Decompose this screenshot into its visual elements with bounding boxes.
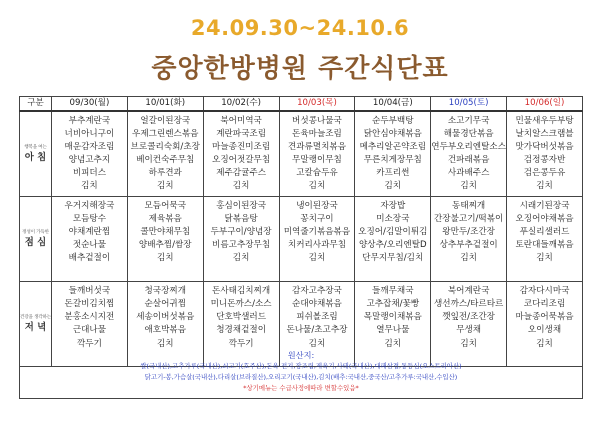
dish-item: 모듬탕수 [72, 213, 107, 224]
day-header: 10/04(금) [355, 97, 431, 111]
dish-item: 버섯콩나물국 [292, 115, 342, 126]
dish-item: 연두부오리엔탈소스 [431, 141, 506, 152]
dish-item [52, 266, 127, 279]
dish-item: 자장밥 [380, 200, 406, 211]
day-header: 10/01(화) [127, 97, 203, 111]
menu-change-notice: *상기메뉴는 수급사정에따라 변할수있음* [243, 384, 359, 392]
dish-item: 꽁치구이 [300, 213, 334, 224]
dish-item: 닭안심야채볶음 [363, 128, 422, 139]
dish-item: 김치 [384, 181, 402, 192]
dish-item: 간장불고기/떡볶이 [433, 213, 504, 224]
origin-line: 쌀(국내산),고추가루(국내산),쇠고기(호주산),돈육-전지,장조림,제육기,사태(국내산),대패삼겹,통등심(오스트리아산) [140, 362, 462, 370]
dish-item [128, 266, 203, 279]
dish-item: 양상추/오리엔탈D [358, 240, 427, 251]
dish-item: 계란파국조림 [216, 128, 267, 139]
dish-item: 코다리조림 [523, 298, 566, 309]
day-header: 09/30(월) [52, 97, 128, 111]
menu-cell [431, 111, 507, 197]
dish-item: 김치 [460, 181, 477, 192]
dish-item: 김치 [308, 338, 326, 349]
dish-item: 양념고추지 [68, 155, 111, 166]
weekly-menu-table [19, 96, 583, 367]
day-header-sunday: 10/06(일) [507, 97, 583, 111]
menu-cell [279, 196, 355, 281]
dish-item: 오이생채 [527, 325, 562, 336]
dish-item [280, 266, 355, 279]
dish-item: 단무지무침/김치 [362, 253, 424, 264]
meal-subtitle: 행복을 여는 [24, 144, 47, 150]
dish-item: 얼갈이된장국 [140, 115, 191, 126]
dish-item: 청국장찌개 [144, 285, 187, 296]
dish-item: 피쉬볼조림 [296, 312, 338, 323]
dish-item: 김치 [536, 253, 553, 264]
menu-cell [355, 111, 431, 197]
dish-item: 너비아니구이 [64, 128, 115, 139]
dish-item: 김치 [81, 181, 98, 192]
dish-item: 카프리썬 [376, 168, 410, 179]
dish-item: 김치 [460, 338, 477, 349]
dish-item: 순대야채볶음 [292, 298, 342, 309]
dish-item: 양배추찜/쌈장 [138, 240, 192, 251]
dish-item: 냉이된장국 [296, 200, 338, 211]
dish-item: 열무나물 [376, 325, 410, 336]
dish-item: 두부구이/양념장 [210, 227, 272, 237]
dish-item: 우거지해장국 [64, 200, 115, 211]
origin-line: 닭고기-봉,가슴살(국내산),다리살(브라질산),오리고기(국내산),김치(배추:국내산,중국산/고추가루:국내산,수입산) [144, 373, 458, 381]
dish-item: 들깨무채국 [372, 285, 414, 296]
dish-item: 돈사태김치찌개 [212, 285, 271, 296]
dish-item: 김치 [232, 181, 250, 192]
dish-item: 콜만야채무침 [140, 227, 191, 237]
dish-item: 김치 [156, 253, 174, 264]
dish-item: 검정콩자반 [523, 155, 566, 166]
meal-row [20, 111, 583, 197]
dish-item: 김치 [536, 181, 553, 192]
dish-item: 김치 [156, 181, 174, 192]
menu-cell [52, 111, 128, 197]
origin-footer [19, 347, 583, 399]
dish-item: 모듬어묵국 [144, 200, 187, 211]
dish-item: 김치 [536, 338, 553, 349]
menu-cell [279, 111, 355, 197]
dish-item: 들깨버섯국 [68, 285, 111, 296]
dish-item: 베이컨숙주무침 [136, 155, 195, 166]
dish-item: 순두부백탕 [372, 115, 414, 126]
dish-item: 북어계란국 [447, 285, 490, 296]
dish-item: 마늘종진미조림 [212, 141, 271, 152]
menu-cell [507, 196, 583, 281]
dish-item: 목말랭이채볶음 [363, 312, 422, 323]
day-header-holiday: 10/03(목) [279, 97, 355, 111]
dish-item: 깍두기 [76, 338, 102, 349]
dish-item: 부추계란국 [68, 115, 111, 126]
page-title: 중앙한방병원 주간식단표 [151, 54, 449, 84]
dish-item [355, 266, 430, 279]
dish-item: 젓순나물 [72, 240, 107, 251]
dish-item: 생선까스/타르타르 [433, 298, 504, 309]
dish-item: 제육볶음 [148, 213, 182, 224]
dish-item [507, 266, 582, 279]
menu-cell [127, 111, 203, 197]
dish-item: 감자다시마국 [519, 285, 570, 296]
dish-item: 야채계란찜 [68, 227, 111, 237]
dish-item: 견과류멸치볶음 [287, 141, 347, 152]
dish-item: 홍심이된장국 [216, 200, 267, 211]
dish-item: 해물경단볶음 [443, 128, 494, 139]
dish-item: 동태찌개 [452, 200, 486, 211]
dish-item: 토란대들깨볶음 [515, 240, 574, 251]
dish-item: 오징어젓갈무침 [212, 155, 271, 166]
dish-item: 매운감자조림 [64, 141, 115, 152]
dish-item: 단호박샐러드 [216, 312, 267, 323]
dish-item: 메추리알곤약조림 [359, 141, 426, 152]
dish-item: 날치알스크램블 [515, 128, 574, 139]
dish-item: 브로콜리숙회/초장 [130, 141, 200, 152]
dish-item: 비름고추장무침 [212, 240, 271, 251]
dish-item: 비피더스 [72, 168, 107, 179]
day-header-saturday: 10/05(토) [431, 97, 507, 111]
meal-subtitle: 정성이 가득한 [22, 229, 49, 235]
dish-item: 돈육마늘조림 [292, 128, 342, 139]
dish-item: 배추겉절이 [68, 253, 111, 264]
dish-item: 무말랭이무침 [292, 155, 342, 166]
meal-row [20, 196, 583, 281]
menu-cell [507, 111, 583, 197]
dish-item: 순살어귀찜 [144, 298, 187, 309]
menu-cell [203, 111, 279, 197]
dish-item: 깍두기 [228, 338, 254, 349]
dish-item: 우제그린렌스볶음 [132, 128, 199, 139]
dish-item: 왕만두/조간장 [442, 227, 495, 237]
origin-title: 원산지: [287, 350, 315, 360]
dish-item: 김치 [308, 253, 326, 264]
meal-category [20, 196, 52, 281]
dish-item: 시래기된장국 [519, 200, 570, 211]
dish-item: 치커리사과무침 [287, 240, 347, 251]
menu-cell [355, 196, 431, 281]
dish-item: 분홍소시지전 [64, 312, 115, 323]
meal-name: 저 녁 [24, 321, 47, 333]
dish-item: 김치 [156, 338, 174, 349]
category-header: 구분 [20, 97, 52, 111]
menu-cell [127, 196, 203, 281]
dish-item: 오징어야채볶음 [515, 213, 574, 224]
dish-item: 고칼슘두유 [296, 168, 338, 179]
dish-item [431, 266, 506, 279]
dish-item: 소고기무국 [447, 115, 490, 126]
date-range: 24.09.30~24.10.6 [190, 16, 410, 40]
dish-item: 건파래볶음 [447, 155, 490, 166]
dish-item: 김치 [232, 253, 250, 264]
dish-item: 돈나물/초고추장 [286, 325, 348, 336]
meal-category [20, 111, 52, 197]
dish-item: 민물새우두부탕 [515, 115, 574, 126]
dish-item: 상추부추겉절이 [439, 240, 498, 251]
dish-item: 마늘종어묵볶음 [515, 312, 574, 323]
dish-item [204, 266, 279, 279]
dish-item: 김치 [384, 338, 402, 349]
dish-item: 애호박볶음 [144, 325, 187, 336]
dish-item: 청경채겉절이 [216, 325, 267, 336]
dish-item: 오징어/김말이튀김 [358, 227, 428, 237]
table-header-row [20, 97, 583, 111]
dish-item: 닭볶음탕 [224, 213, 258, 224]
dish-item: 북어미역국 [220, 115, 262, 126]
dish-item: 깻잎전/조간장 [442, 312, 495, 323]
dish-item: 고추잡채/꽃빵 [366, 298, 420, 309]
dish-item: 세송이버섯볶음 [136, 312, 195, 323]
dish-item: 무생채 [456, 325, 482, 336]
dish-item: 제주감귤주스 [216, 168, 267, 179]
dish-item: 김치 [308, 181, 326, 192]
dish-item: 돈갈비김치찜 [64, 298, 115, 309]
meal-name: 아 침 [24, 151, 47, 163]
dish-item: 하루견과 [148, 168, 182, 179]
dish-item: 감자고추장국 [292, 285, 342, 296]
dish-item: 미역줄기볶음볶음 [283, 227, 351, 237]
day-header: 10/02(수) [203, 97, 279, 111]
dish-item: 김치 [460, 253, 477, 264]
dish-item: 사과배주스 [447, 168, 490, 179]
dish-item: 푸실리샐러드 [519, 227, 570, 237]
dish-item: 맛가닥버섯볶음 [515, 141, 574, 152]
menu-cell [52, 196, 128, 281]
dish-item: 미니돈까스/소스 [210, 298, 272, 309]
meal-subtitle: 건강을 생각하는 [20, 314, 51, 320]
dish-item: 검은콩두유 [523, 168, 566, 179]
menu-cell [203, 196, 279, 281]
dish-item: 무른치게장무침 [363, 155, 422, 166]
menu-cell [431, 196, 507, 281]
dish-item: 근대나물 [72, 325, 107, 336]
dish-item: 미소장국 [376, 213, 410, 224]
meal-name: 점 심 [24, 236, 47, 248]
